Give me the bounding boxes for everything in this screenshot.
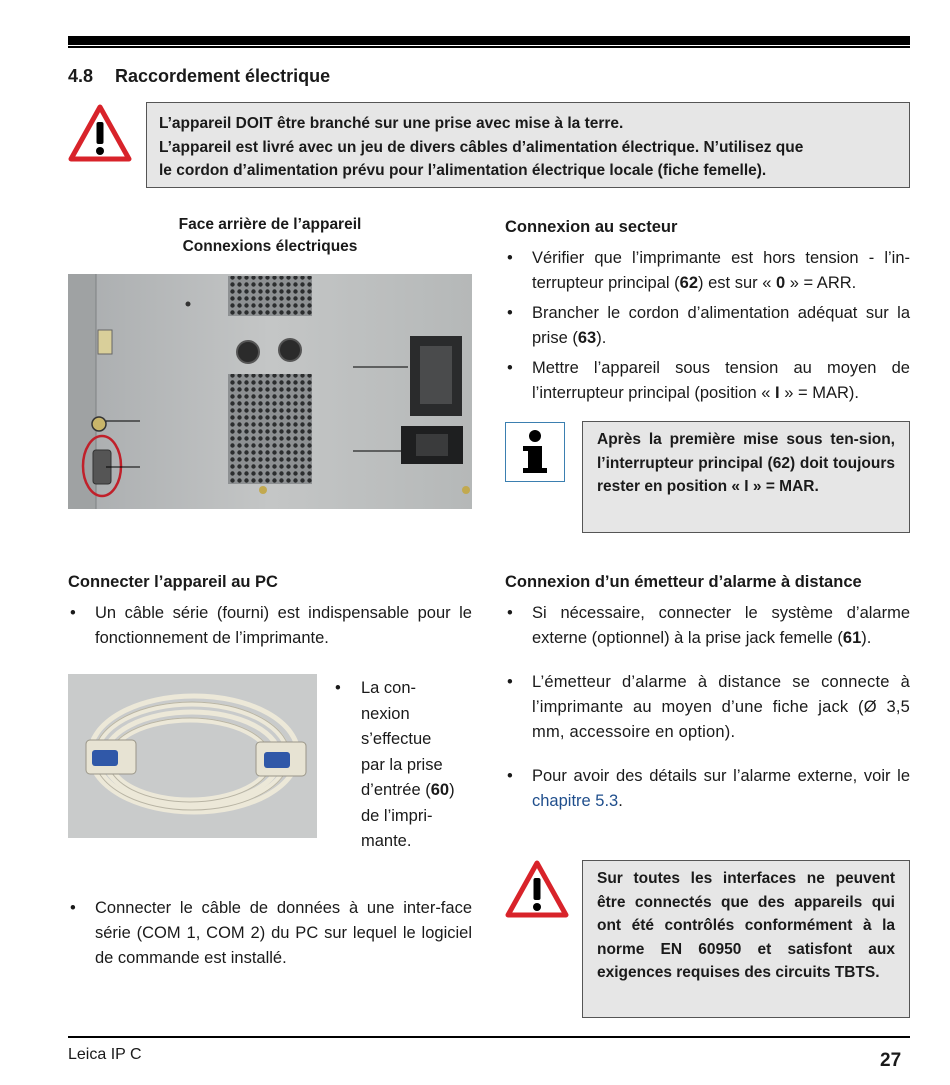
warning-line: le cordon d’alimentation prévu pour l’alimentation électrique locale (fiche femelle). bbox=[159, 162, 767, 179]
text-line: de l’impri- bbox=[361, 806, 433, 825]
bullet: • bbox=[335, 679, 341, 697]
section-title: Raccordement électrique bbox=[115, 66, 331, 86]
text-line: par la prise bbox=[361, 755, 443, 774]
ref-number: 61 bbox=[842, 629, 862, 647]
ref-number: 60 bbox=[430, 781, 450, 799]
list-item: • L’émetteur d’alarme à distance se connecte à l’imprimante au moyen d’une fiche jack (Ø 3,5 mm, accessoire en option). bbox=[505, 670, 910, 745]
heading-pc: Connecter l’appareil au PC bbox=[68, 573, 278, 591]
text: ). bbox=[596, 329, 607, 347]
warning-triangle-icon bbox=[505, 860, 569, 918]
ref-number: 62 bbox=[679, 274, 699, 292]
info-note-box: Après la première mise sous ten-sion, l’interrupteur principal (62) doit toujours rester en position « I » = MAR. bbox=[582, 421, 910, 533]
text: Pour avoir des détails sur l’alarme externe, voir le bbox=[532, 767, 910, 785]
text: Vérifier que l’imprimante est hors tension - l’in-terrupteur principal ( bbox=[532, 249, 910, 292]
list-item bbox=[505, 301, 910, 351]
footer-rule bbox=[68, 1036, 910, 1038]
list-item bbox=[505, 246, 910, 296]
switch-position: 0 bbox=[775, 274, 786, 292]
heading-secteur: Connexion au secteur bbox=[505, 218, 678, 236]
connexion-text bbox=[361, 676, 455, 855]
list-item bbox=[505, 764, 910, 814]
switch-position: I bbox=[775, 384, 780, 402]
list-alarm bbox=[505, 601, 910, 814]
section-number: 4.8 bbox=[68, 66, 94, 86]
chapter-link[interactable]: chapitre 5.3 bbox=[532, 792, 619, 810]
serial-cable-photo bbox=[68, 674, 317, 838]
list-pc-2 bbox=[68, 896, 472, 971]
text-line: s’effectue bbox=[361, 730, 432, 748]
text-line: nexion bbox=[361, 704, 410, 723]
text: Si nécessaire, connecter le système d’alarme externe (optionnel) à la prise jack femelle ( bbox=[532, 604, 910, 647]
list-item bbox=[505, 356, 910, 406]
list-item bbox=[505, 601, 910, 651]
warning-line: L’appareil est livré avec un jeu de divers câbles d’alimentation électrique. N’utilisez que bbox=[159, 138, 804, 156]
device-back-panel-photo bbox=[68, 274, 472, 509]
list-item: • Connecter le câble de données à une inter-face série (COM 1, COM 2) du PC sur lequel le logiciel de commande est installé. bbox=[68, 896, 472, 971]
text: Mettre l’appareil sous tension au moyen de l’interrupteur principal (position « bbox=[532, 359, 910, 402]
text: d’entrée ( bbox=[361, 781, 431, 799]
info-icon bbox=[505, 422, 565, 482]
top-rule bbox=[68, 36, 910, 45]
list-secteur bbox=[505, 246, 910, 406]
text-line: mante. bbox=[361, 832, 412, 850]
warning-box-grounding bbox=[146, 102, 910, 188]
text: . bbox=[618, 792, 623, 810]
top-rule-thin bbox=[68, 46, 910, 48]
list-pc bbox=[68, 601, 472, 651]
text-line: d’entrée (60) bbox=[361, 781, 455, 799]
ref-number: 63 bbox=[577, 329, 597, 347]
heading-alarm: Connexion d’un émetteur d’alarme à distance bbox=[505, 573, 862, 591]
caption-line: Connexions électriques bbox=[182, 238, 358, 255]
text: ) est sur « bbox=[698, 274, 776, 292]
text: » = MAR). bbox=[779, 384, 859, 402]
list-item: • Un câble série (fourni) est indispensable pour le fonctionnement de l’imprimante. bbox=[68, 601, 472, 651]
page-number: 27 bbox=[880, 1050, 902, 1071]
figure-caption bbox=[68, 214, 472, 258]
footer-product: Leica IP C bbox=[68, 1046, 142, 1063]
text: Brancher le cordon d’alimentation adéquat sur la prise ( bbox=[532, 304, 910, 347]
caption-line: Face arrière de l’appareil bbox=[178, 216, 362, 233]
text: » = ARR. bbox=[785, 274, 857, 292]
text-line: La con- bbox=[361, 679, 417, 697]
warning-box-interfaces: Sur toutes les interfaces ne peuvent être connectés que des appareils qui ont été contrôlés conformément à la norme EN 60950 et satisfont aux exigences requises des circuits TBTS. bbox=[582, 860, 910, 1018]
warning-triangle-icon bbox=[68, 104, 132, 162]
warning-line: L’appareil DOIT être branché sur une prise avec mise à la terre. bbox=[159, 115, 624, 132]
text: ). bbox=[861, 629, 872, 647]
